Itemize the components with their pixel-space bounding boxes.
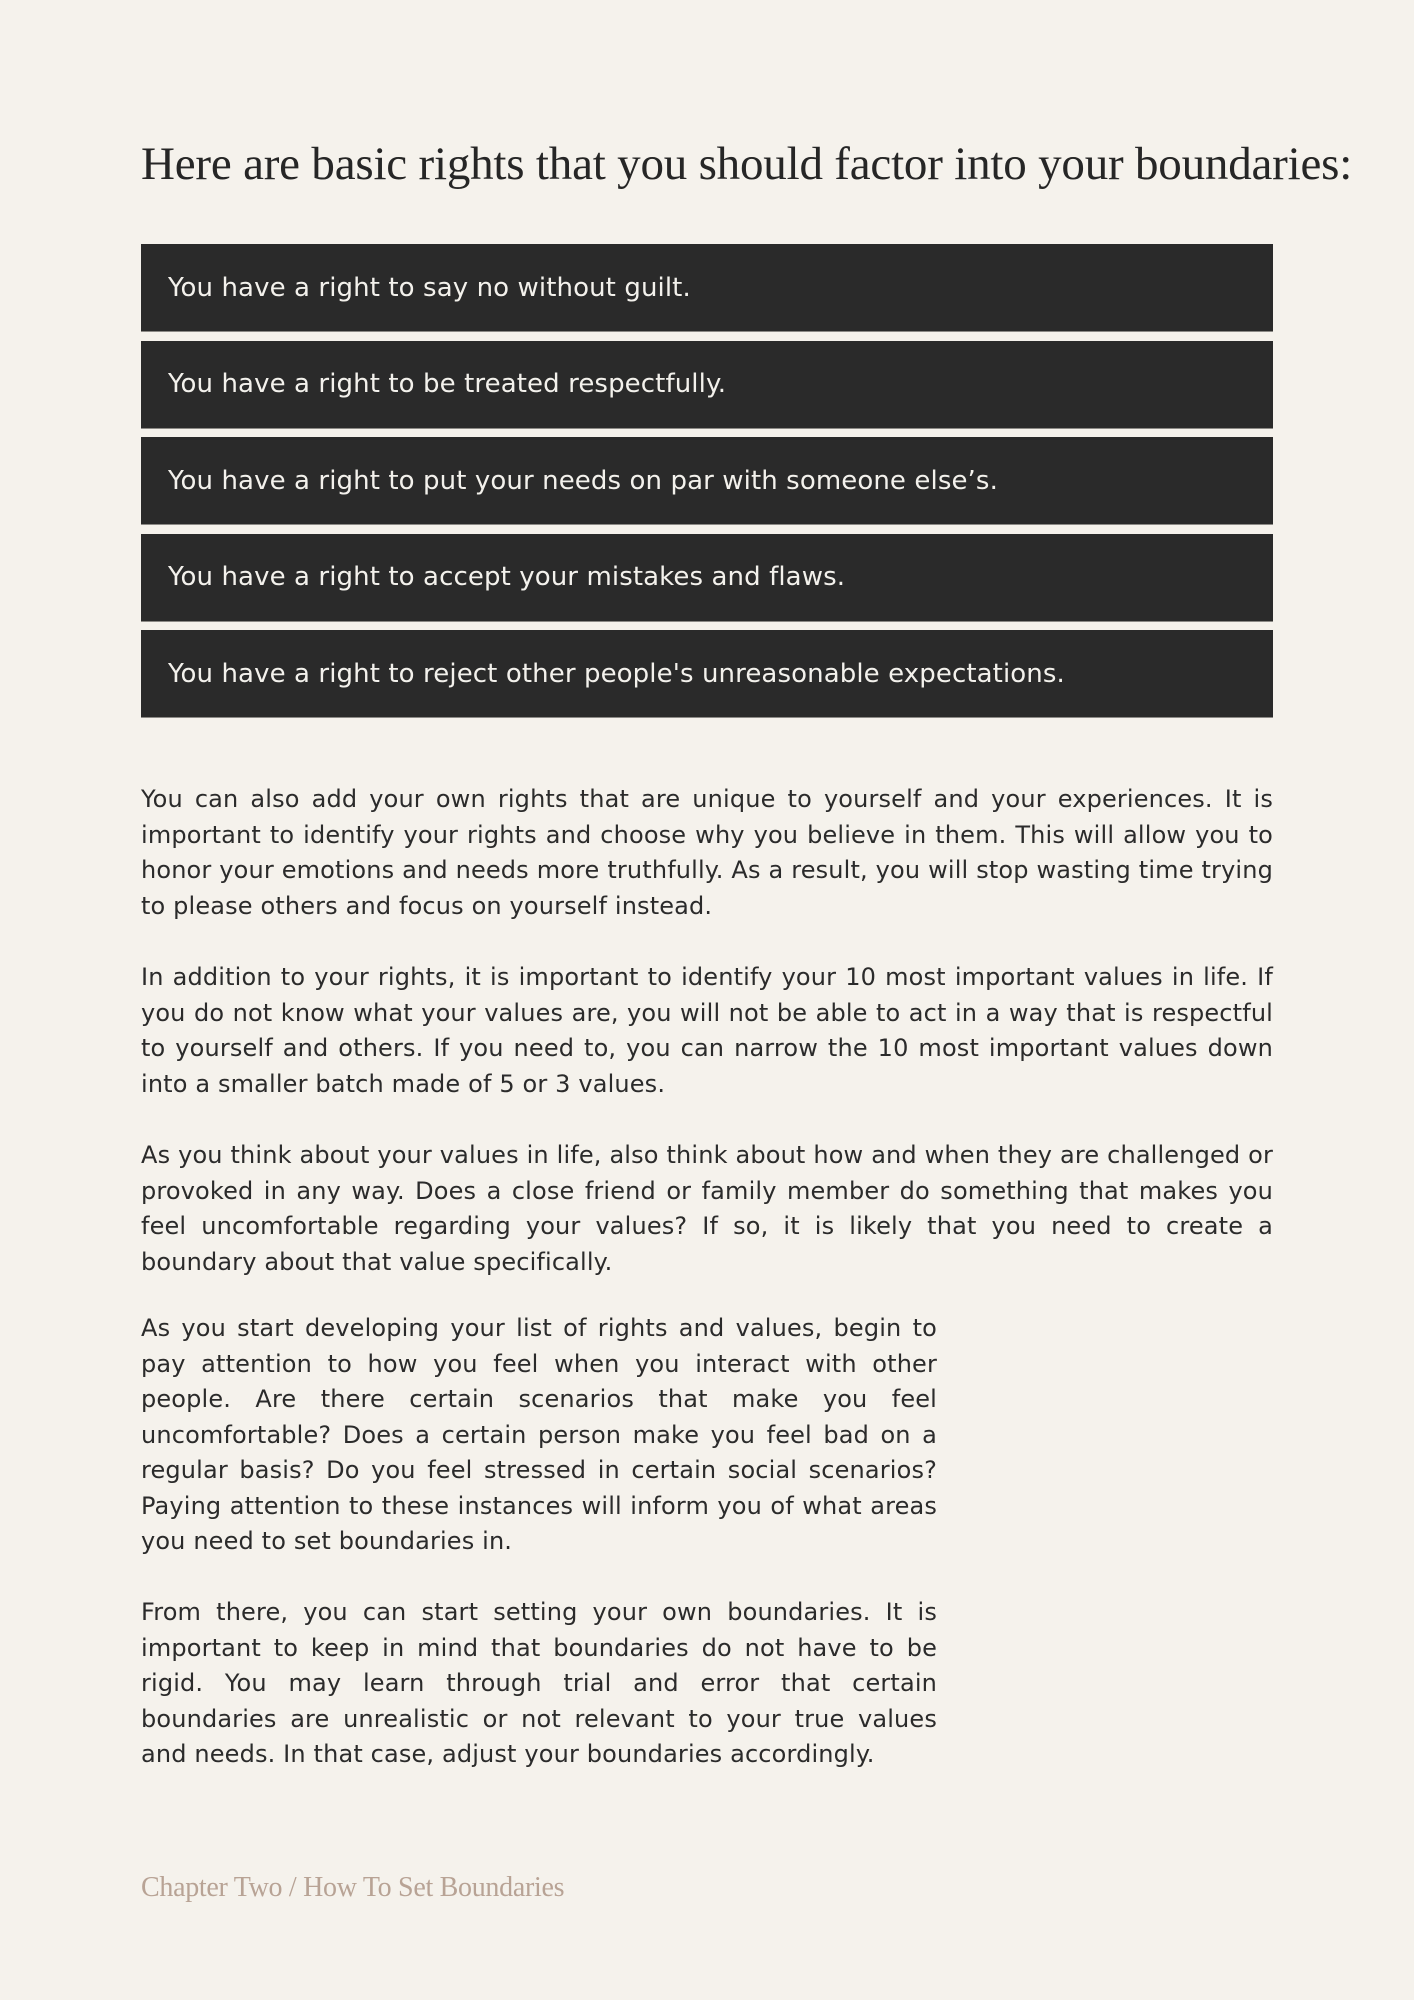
right-item-text: You have a right to accept your mistakes and flaws.: [168, 562, 846, 592]
body-paragraph-own-rights: You can also add your own rights that are unique to yourself and your experiences. It is important to identify your rights and choose why you believe in them. This will allow you to honor your emotions and needs more truthfully. As a result, you will stop wasting time trying to please others and focus on yourself instead.: [141, 785, 1273, 920]
body-paragraph-values: In addition to your rights, it is important to identify your 10 most important values in life. If you do not know what your values are, you will not be able to act in a way that is respectful to yourself and others. If you need to, you can narrow the 10 most important values down into a smaller batch made of 5 or 3 values.: [141, 963, 1273, 1098]
body-paragraph-setting-boundaries: From there, you can start setting your own boundaries. It is important to keep in mind that boundaries do not have to be rigid. You may learn through trial and error that certain boundaries are unrealistic or not relevant to your true values and needs. In that case, adjust your boundaries accordingly.: [141, 1598, 937, 1768]
right-item: [141, 630, 1273, 718]
right-item-text: You have a right to put your needs on par with someone else’s.: [168, 465, 998, 496]
right-item: [141, 534, 1273, 622]
right-item-text: You have a right to be treated respectfully.: [168, 369, 727, 399]
body-paragraph-challenged-values: As you think about your values in life, also think about how and when they are challenged or provoked in any way. Does a close friend or family member do something that makes you feel uncomfortable regarding your values? If so, it is likely that you need to create a boundary about that value specifically.: [141, 1141, 1273, 1276]
body-paragraph-pay-attention: As you start developing your list of rights and values, begin to pay attention to how you feel when you interact with other people. Are there certain scenarios that make you feel uncomfortable? Does a certain person make you feel bad on a regular basis? Do you feel stressed in certain social scenarios? Paying attention to these instances will inform you of what areas you need to set boundaries in.: [141, 1314, 937, 1555]
running-footer: Chapter Two / How To Set Boundaries: [141, 1872, 565, 1903]
right-item-text: You have a right to say no without guilt.: [168, 272, 691, 303]
right-item: [141, 244, 1273, 332]
right-item: [141, 437, 1273, 525]
right-item-text: You have a right to reject other people's unreasonable expectations.: [168, 658, 1065, 689]
page-heading: Here are basic rights that you should factor into your boundaries:: [141, 138, 1353, 190]
right-item: [141, 341, 1273, 429]
rights-list: [141, 244, 1273, 727]
